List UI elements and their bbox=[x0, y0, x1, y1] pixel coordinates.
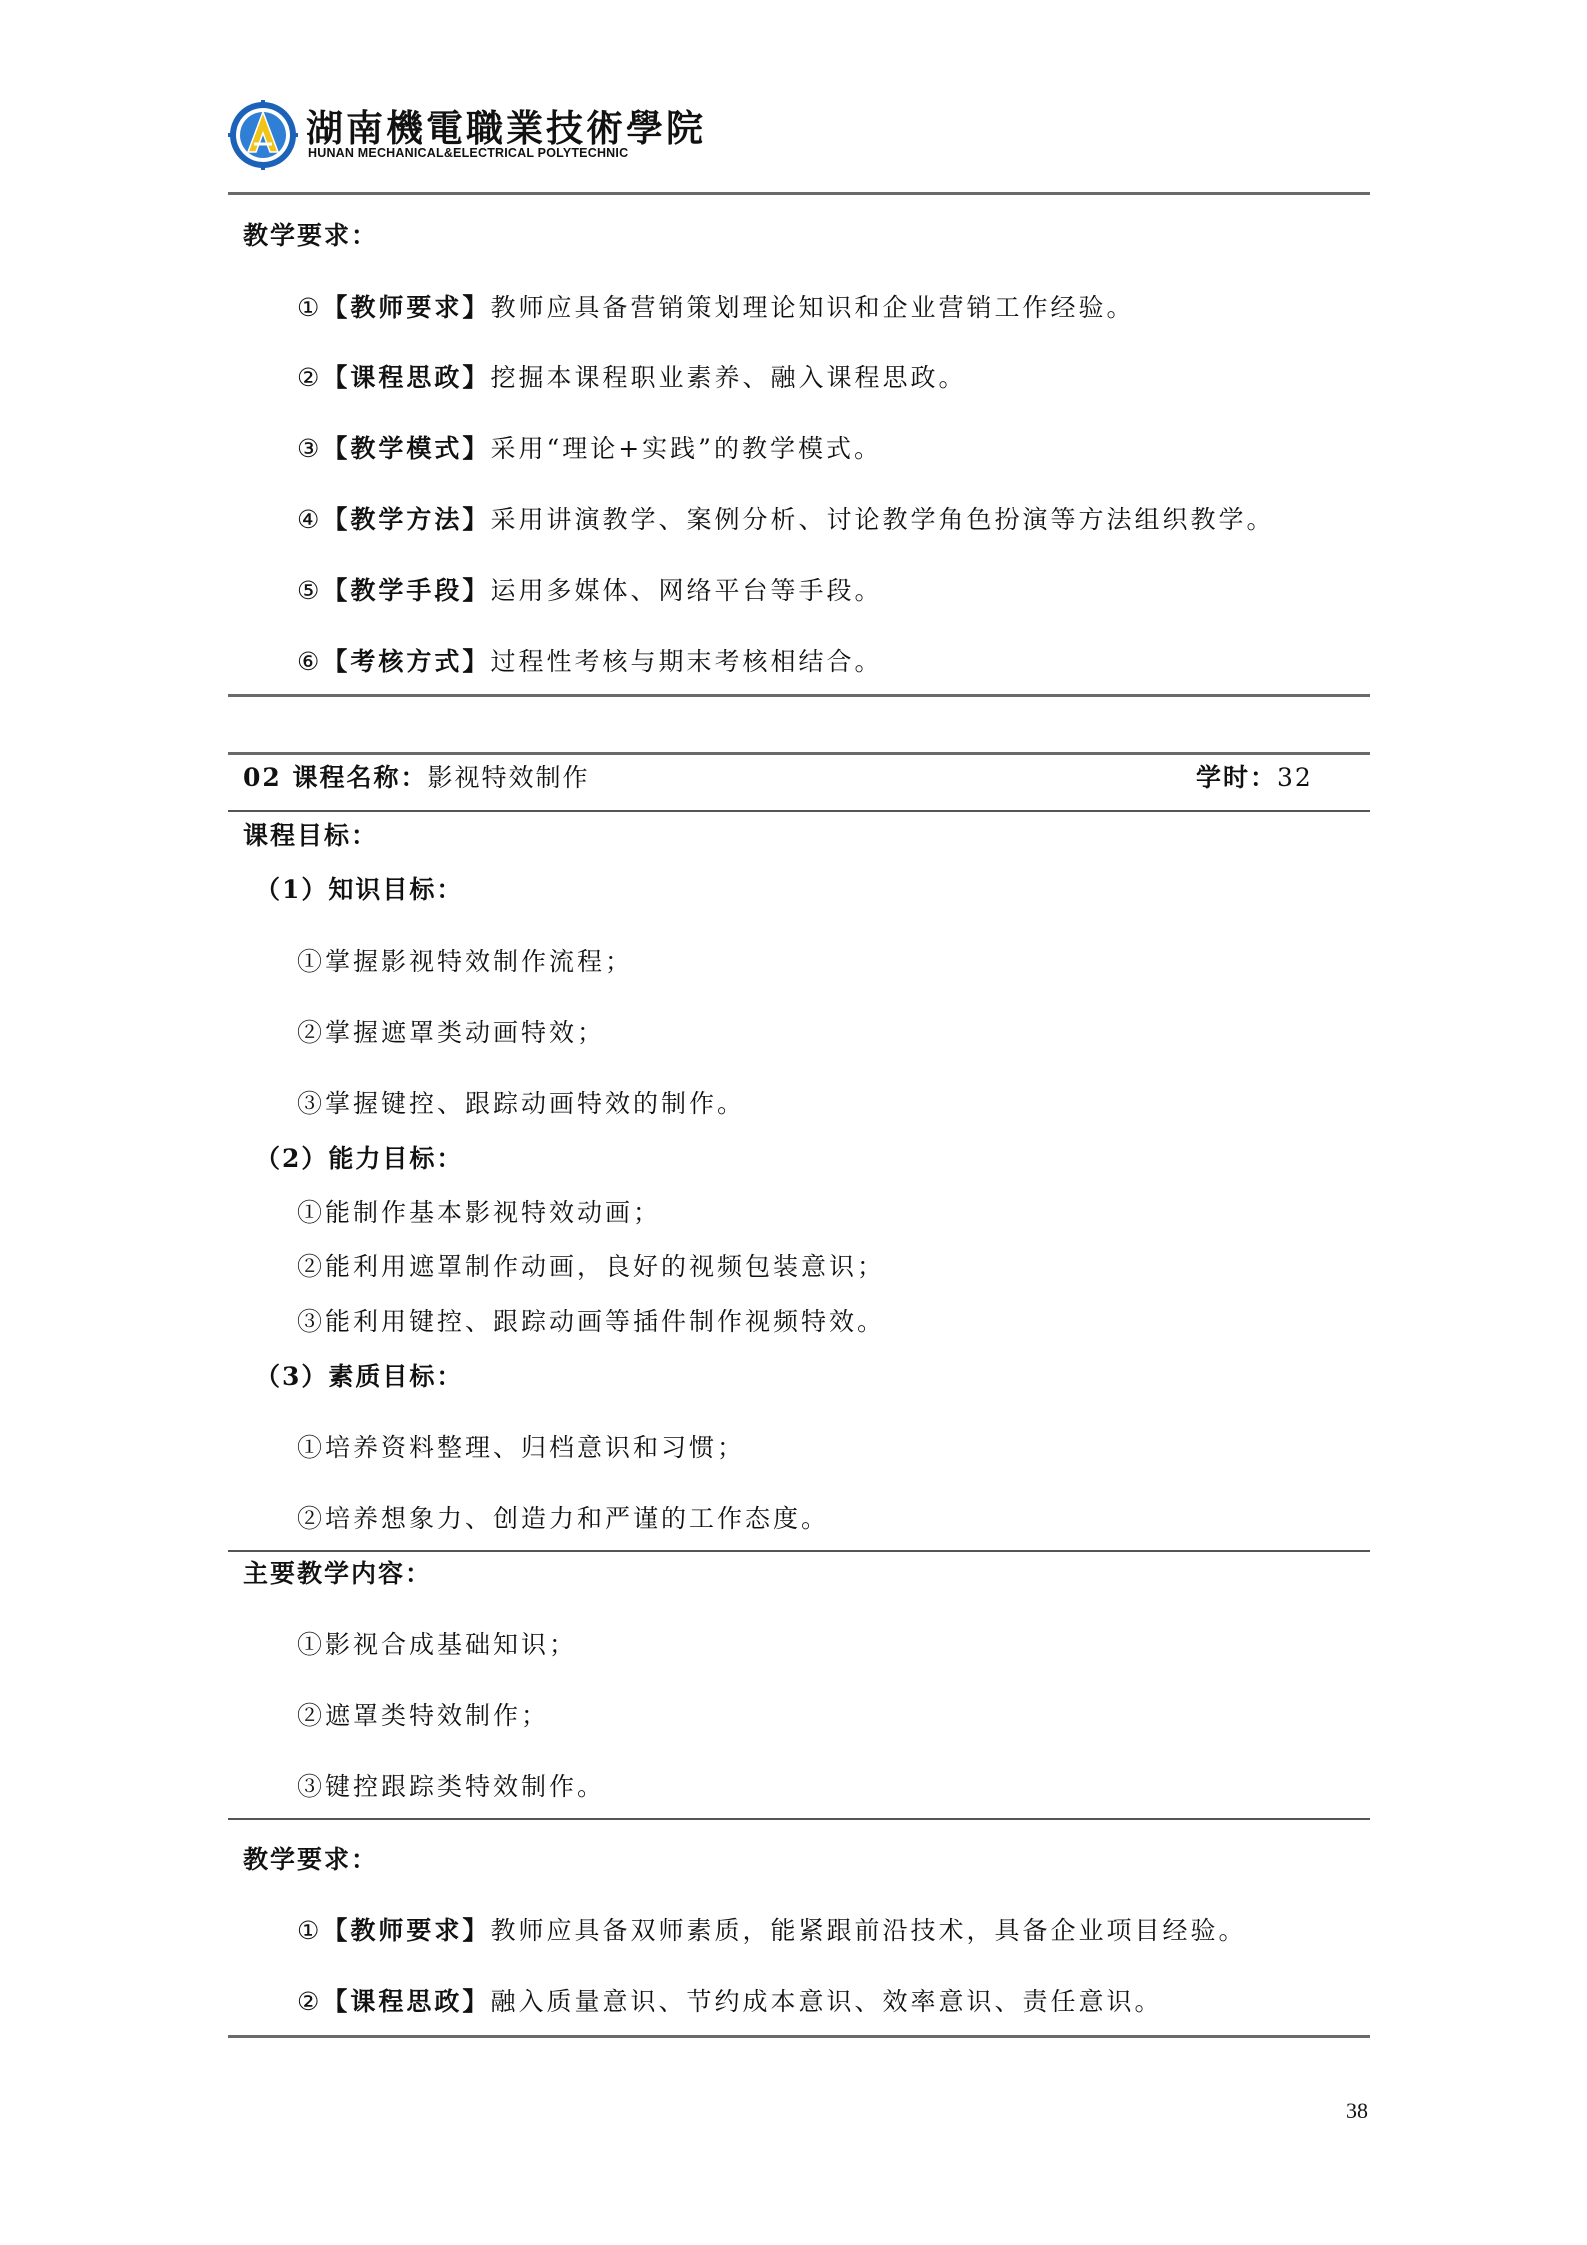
requirement-item bbox=[297, 500, 1274, 536]
item-number: ④ bbox=[297, 505, 323, 534]
item-tag: 【教学手段】 bbox=[322, 576, 491, 605]
header-divider bbox=[228, 192, 1370, 195]
quality-goals-title: （3）素质目标： bbox=[255, 1362, 464, 1391]
hours-label: 学时： bbox=[1196, 763, 1278, 792]
knowledge-goals-title: （1）知识目标： bbox=[255, 875, 464, 904]
requirement-item bbox=[297, 358, 966, 394]
item-text: 教师应具备营销策划理论知识和企业营销工作经验。 bbox=[490, 293, 1135, 322]
item-tag: 【课程思政】 bbox=[322, 363, 491, 392]
requirement-item bbox=[297, 642, 882, 678]
section-end-rule bbox=[228, 694, 1370, 697]
table-row-divider bbox=[228, 810, 1370, 812]
item-tag: 【教学方法】 bbox=[322, 505, 491, 534]
table-row-divider bbox=[228, 1550, 1370, 1552]
item-number: ① bbox=[297, 293, 323, 322]
main-content-heading: 主要教学内容： bbox=[243, 1559, 433, 1588]
item-number: ② bbox=[297, 363, 323, 392]
school-name-cn: 湖南機電職業技術學院 bbox=[306, 106, 706, 150]
item-tag: 【教学模式】 bbox=[322, 434, 491, 463]
item-text: 采用讲演教学、案例分析、讨论教学角色扮演等方法组织教学。 bbox=[490, 505, 1275, 534]
table-bottom-rule bbox=[228, 2035, 1370, 2038]
list-item: ②能利用遮罩制作动画，良好的视频包装意识； bbox=[297, 1252, 886, 1281]
requirement-item bbox=[297, 288, 1134, 324]
course-name-label: 课程名称： bbox=[292, 763, 428, 792]
item-number: ⑤ bbox=[297, 576, 323, 605]
list-item: ②培养想象力、创造力和严谨的工作态度。 bbox=[297, 1504, 830, 1533]
requirement-item bbox=[297, 429, 882, 465]
school-logo-icon bbox=[228, 100, 298, 170]
ability-goals-title: （2）能力目标： bbox=[255, 1144, 464, 1173]
section-heading-teaching-requirements: 教学要求： bbox=[243, 221, 379, 250]
item-text: 挖掘本课程职业素养、融入课程思政。 bbox=[490, 363, 967, 392]
course-number: 02 bbox=[243, 763, 282, 792]
item-number: ② bbox=[297, 1987, 323, 2016]
list-item: ①能制作基本影视特效动画； bbox=[297, 1198, 662, 1227]
item-text: 教师应具备双师素质，能紧跟前沿技术，具备企业项目经验。 bbox=[490, 1916, 1247, 1945]
list-item: ③键控跟踪类特效制作。 bbox=[297, 1772, 606, 1801]
school-name-en: HUNAN MECHANICAL&ELECTRICAL POLYTECHNIC bbox=[308, 146, 629, 160]
item-tag: 【课程思政】 bbox=[322, 1987, 491, 2016]
page-number: 38 bbox=[1346, 2098, 1368, 2123]
table-row-divider bbox=[228, 1818, 1370, 1820]
item-tag: 【教师要求】 bbox=[322, 293, 491, 322]
list-item: ①影视合成基础知识； bbox=[297, 1630, 578, 1659]
table-top-rule bbox=[228, 752, 1370, 755]
item-tag: 【考核方式】 bbox=[322, 647, 491, 676]
requirement-item bbox=[297, 1982, 1162, 2018]
item-text: 采用“理论+实践”的教学模式。 bbox=[490, 434, 882, 463]
course-hours bbox=[1196, 758, 1313, 794]
hours-value: 32 bbox=[1277, 763, 1313, 792]
list-item: ③能利用键控、跟踪动画等插件制作视频特效。 bbox=[297, 1307, 886, 1336]
list-item: ①培养资料整理、归档意识和习惯； bbox=[297, 1433, 746, 1462]
item-text: 过程性考核与期末考核相结合。 bbox=[490, 647, 883, 676]
list-item: ③掌握键控、跟踪动画特效的制作。 bbox=[297, 1089, 746, 1118]
course-title-row bbox=[243, 758, 590, 794]
item-number: ⑥ bbox=[297, 647, 323, 676]
item-text: 融入质量意识、节约成本意识、效率意识、责任意识。 bbox=[490, 1987, 1163, 2016]
requirement-item bbox=[297, 571, 882, 607]
teaching-requirements-heading: 教学要求： bbox=[243, 1845, 379, 1874]
requirement-item bbox=[297, 1911, 1246, 1947]
item-number: ③ bbox=[297, 434, 323, 463]
school-header bbox=[228, 94, 706, 176]
list-item: ①掌握影视特效制作流程； bbox=[297, 947, 634, 976]
item-number: ① bbox=[297, 1916, 323, 1945]
list-item: ②遮罩类特效制作； bbox=[297, 1701, 550, 1730]
item-text: 运用多媒体、网络平台等手段。 bbox=[490, 576, 883, 605]
item-tag: 【教师要求】 bbox=[322, 1916, 491, 1945]
course-goals-heading: 课程目标： bbox=[243, 821, 379, 850]
course-name: 影视特效制作 bbox=[427, 763, 590, 792]
list-item: ②掌握遮罩类动画特效； bbox=[297, 1018, 606, 1047]
